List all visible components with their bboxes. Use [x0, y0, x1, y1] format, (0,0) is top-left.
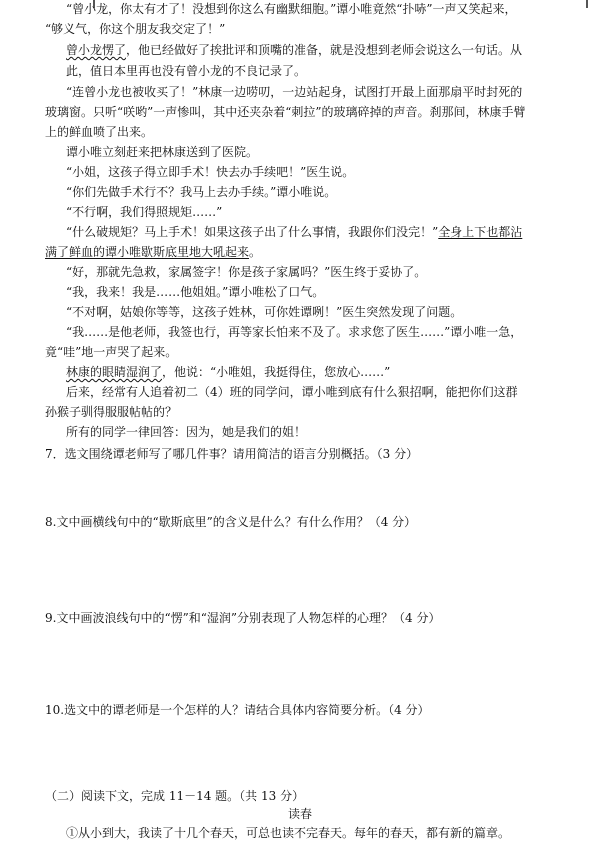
- margin-mark: [586, 0, 588, 8]
- underlined-text: 满了鲜血的谭小唯歇斯底里地大吼起来: [45, 245, 250, 259]
- question-8: 8.文中画横线句中的“歇斯底里”的含义是什么？有什么作用？（4 分）: [45, 515, 417, 529]
- wavy-underline-text: 林康的眼睛湿润了: [66, 365, 163, 379]
- passage-line: 孙猴子驯得服服帖帖的？: [45, 405, 178, 419]
- passage-line: “够义气，你这个朋友我交定了！”: [45, 22, 226, 36]
- passage-line: 曾小龙愣了，他已经做好了挨批评和顶嘴的准备，就是没想到老师会说这么一句话。从: [66, 43, 523, 57]
- passage-line: “什么破规矩？马上手术！如果这孩子出了什么事情，我跟你们没完！”全身上下也都沾: [66, 225, 523, 239]
- question-7: 7．选文围绕谭老师写了哪几件事？请用简洁的语言分别概括。（3 分）: [45, 447, 419, 461]
- passage-line: “不行啊，我们得照规矩……”: [66, 205, 223, 219]
- passage-line: 林康的眼睛湿润了，他说：“小唯姐，我挺得住，您放心……”: [66, 365, 391, 379]
- passage-line: “不对啊，姑娘你等等，这孩子姓林，可你姓谭咧！”医生突然发现了问题。: [66, 305, 463, 319]
- question-10: 10.选文中的谭老师是一个怎样的人？请结合具体内容简要分析。（4 分）: [45, 703, 430, 717]
- passage-line: ①从小到大，我读了十几个春天，可总也读不完春天。每年的春天，都有新的篇章。: [66, 826, 511, 840]
- passage-line: 满了鲜血的谭小唯歇斯底里地大吼起来。: [45, 245, 262, 259]
- passage-line: “曾小龙，你太有才了！没想到你这么有幽默细胞。”谭小唯竟然“扑哧”一声又笑起来，: [66, 2, 517, 16]
- article-title: 读春: [287, 807, 312, 821]
- wavy-underline-text: 曾小龙愣了: [66, 43, 127, 57]
- passage-line: 竟“哇”地一声哭了起来。: [45, 345, 178, 359]
- passage-line: “我……是他老师，我签也行，再等家长怕来不及了。求求您了医生……”谭小唯一急，: [66, 325, 523, 339]
- passage-line: 所有的同学一律回答：因为，她是我们的姐！: [66, 425, 307, 439]
- passage-line: 玻璃窗。只听“咲哟”一声惨叫，其中还夹杂着“刺拉”的玻璃碎掉的声音。刹那间，林康手臂: [45, 105, 526, 119]
- passage-line: “连曾小龙也被收买了！”林康一边唠叨，一边站起身，试图打开最上面那扇平时封死的: [66, 85, 523, 99]
- passage-line: 后来，经常有人追着初二（4）班的同学问，谭小唯到底有什么狠招啊，能把你们这群: [66, 385, 518, 399]
- underlined-text: 全身上下也都沾: [438, 225, 523, 239]
- passage-line: “好，那就先急救，家属签字！你是孩子家属吗？”医生终于妥协了。: [66, 265, 427, 279]
- passage-line: 上的鲜血喷了出来。: [45, 125, 154, 139]
- passage-line: “你们先做手术行不？我马上去办手续。”谭小唯说。: [66, 185, 337, 199]
- passage-line: 谭小唯立刻赶来把林康送到了医院。: [66, 145, 259, 159]
- passage-line: “小姐，这孩子得立即手术！快去办手续吧！”医生说。: [66, 165, 355, 179]
- section-heading: （二）阅读下文，完成 11－14 题。（共 13 分）: [45, 789, 305, 803]
- passage-line: “我，我来！我是……他姐姐。”谭小唯松了口气。: [66, 285, 325, 299]
- passage-line: 此，值日本里再也没有曾小龙的不良记录了。: [66, 64, 307, 78]
- question-9: 9.文中画波浪线句中的“愣”和“湿润”分别表现了人物怎样的心理？（4 分）: [45, 611, 441, 625]
